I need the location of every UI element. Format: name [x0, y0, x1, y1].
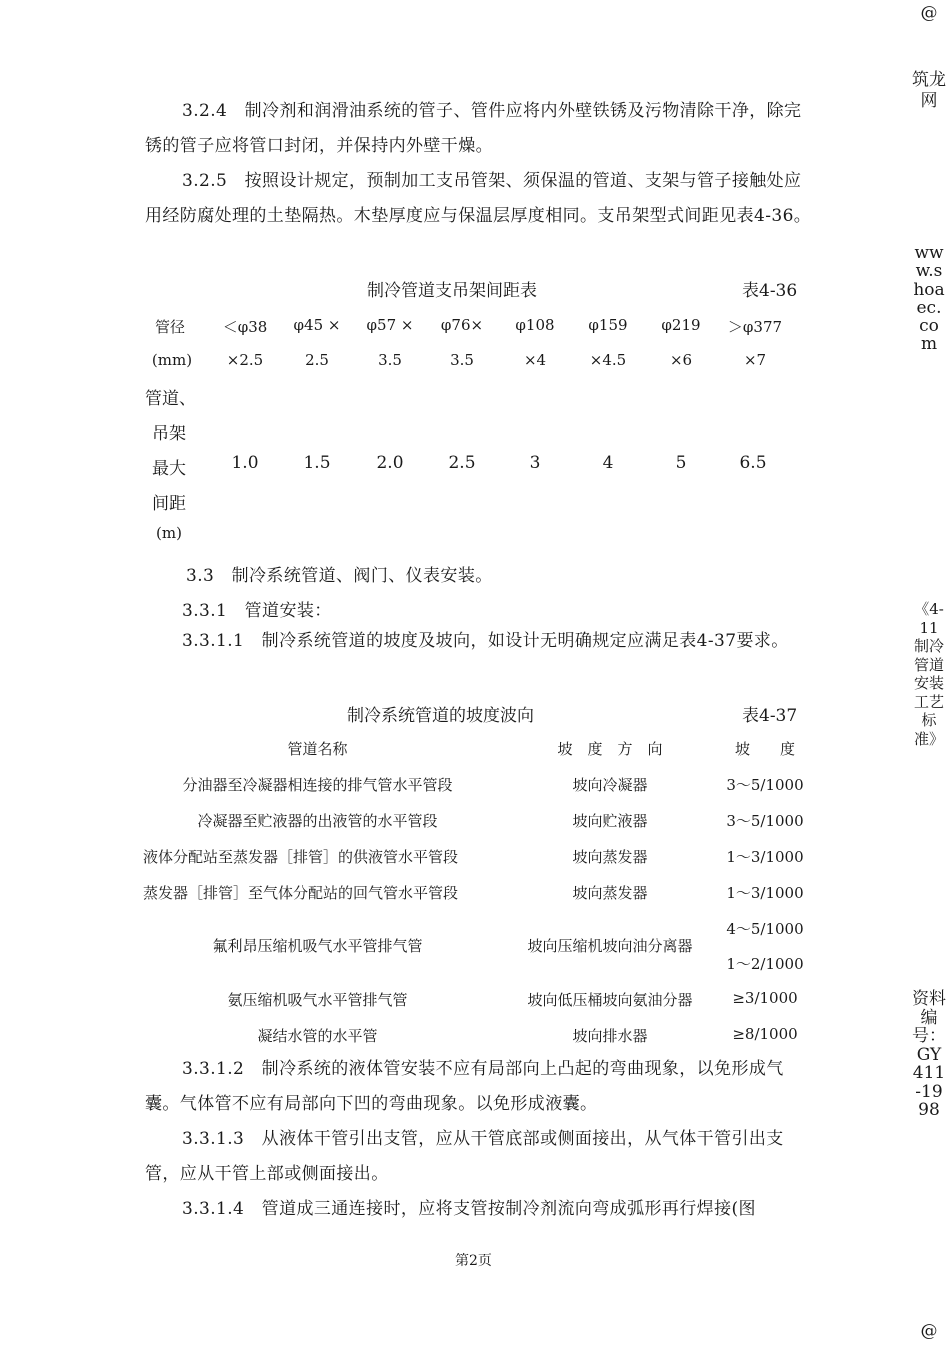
table-cell: 2.5: [448, 453, 476, 473]
table-cell: ＜φ38: [222, 318, 268, 336]
table-cell: 3.5: [378, 351, 402, 369]
table-cell: ×4: [523, 351, 547, 369]
paragraph-3-3-1-3: 3.3.1.3 从液体干管引出支管，应从干管底部或侧面接出，从气体干管引出支管，应从干管上部或侧面接出。: [145, 1129, 784, 1184]
row-label-line: (m): [156, 524, 182, 542]
table-cell: 坡向冷凝器: [572, 776, 648, 794]
table-cell: ≥3/1000: [732, 989, 798, 1007]
table-cell: 氟利昂压缩机吸气水平管排气管: [212, 937, 423, 955]
paragraph-3-2-4: 3.2.4 制冷剂和润滑油系统的管子、管件应将内外壁铁锈及污物清除干净，除完锈的管子应将管口封闭，并保持内外壁干燥。: [145, 101, 802, 156]
table-header-cell: 管道名称: [287, 740, 348, 758]
table-cell: ＞φ377: [727, 318, 783, 336]
paragraph-3-3-1-4: 3.3.1.4 管道成三通连接时，应将支管按制冷剂流向弯成弧形再行焊接(图: [182, 1199, 756, 1219]
table-cell: ≥8/1000: [732, 1025, 798, 1043]
table-cell: 3.5: [450, 351, 474, 369]
table-cell: φ57 ×: [366, 316, 414, 334]
table-36-number: 表4-36: [742, 281, 798, 301]
table-cell: 坡向贮液器: [572, 812, 648, 830]
page-number: 第2页: [455, 1253, 492, 1269]
paragraph-3-3-1-2: 3.3.1.2 制冷系统的液体管安装不应有局部向上凸起的弯曲现象，以免形成气囊。气体管不应有局部向下凹的弯曲现象。以免形成液囊。: [145, 1059, 784, 1114]
table-cell: 4～5/1000: [726, 920, 804, 938]
table-cell: 液体分配站至蒸发器［排管］的供液管水平管段: [143, 848, 459, 866]
sidebar-at-top: @: [920, 3, 938, 23]
table-header-cell: 坡 度: [734, 740, 795, 758]
section-heading-3-3: 3.3 制冷系统管道、阀门、仪表安装。: [186, 566, 493, 586]
table-cell: 2.0: [376, 453, 404, 473]
table-cell: φ45 ×: [293, 316, 341, 334]
table-cell: 坡向低压桶坡向氨油分器: [527, 991, 693, 1009]
table-37-number: 表4-37: [742, 706, 798, 726]
table-cell: φ76×: [440, 316, 484, 334]
table-cell: ×2.5: [226, 351, 264, 369]
sidebar-at-bottom: @: [920, 1321, 938, 1341]
table-cell: 坡向蒸发器: [572, 884, 648, 902]
table-cell: 坡向排水器: [572, 1027, 648, 1045]
table-cell: ×6: [669, 351, 693, 369]
table-cell: 分油器至冷凝器相连接的排气管水平管段: [182, 776, 453, 794]
sidebar-doc-title: 《4-11制冷管道安装工艺标准》: [913, 600, 944, 748]
table-cell: φ108: [515, 316, 555, 334]
paragraph-3-2-5: 3.2.5 按照设计规定，预制加工支吊管架、须保温的管道、支架与管子接触处应用经防腐处理的土垫隔热。木垫厚度应与保温层厚度相同。支吊架型式间距见表4-36。: [145, 171, 812, 226]
table-cell: ×7: [743, 351, 767, 369]
sidebar-brand: 筑龙网: [912, 70, 946, 111]
row-label-line: 最大: [152, 459, 186, 479]
table-header-cell: 坡 度 方 向: [557, 740, 663, 758]
table-cell: ×4.5: [589, 351, 627, 369]
table-cell: 1.5: [303, 453, 331, 473]
table-cell: 3～5/1000: [726, 812, 804, 830]
table-36-title: 制冷管道支吊架间距表: [367, 281, 537, 301]
paragraph-3-3-1-1: 3.3.1.1 制冷系统管道的坡度及坡向，如设计无明确规定应满足表4-37要求。: [182, 631, 789, 651]
table-cell: 4: [602, 453, 614, 473]
table-cell: 3～5/1000: [726, 776, 804, 794]
table-cell: 坡向蒸发器: [572, 848, 648, 866]
table-36-header-label: 管径: [154, 318, 185, 336]
table-cell: 1～2/1000: [726, 955, 804, 973]
table-36-header-unit: (mm): [151, 351, 193, 369]
table-cell: 凝结水管的水平管: [257, 1027, 378, 1045]
row-label-line: 管道、: [145, 389, 196, 409]
table-cell: 5: [675, 453, 687, 473]
table-cell: 1～3/1000: [726, 884, 804, 902]
table-cell: 1～3/1000: [726, 848, 804, 866]
table-cell: 氨压缩机吸气水平管排气管: [227, 991, 408, 1009]
table-cell: φ219: [661, 316, 701, 334]
row-label-line: 吊架: [152, 424, 186, 444]
table-cell: 3: [529, 453, 541, 473]
table-cell: 6.5: [739, 453, 767, 473]
table-cell: 坡向压缩机坡向油分离器: [527, 937, 693, 955]
sidebar-doc-code: 资料编号：GY411-1998: [912, 989, 946, 1120]
row-label-line: 间距: [152, 494, 186, 514]
table-cell: 1.0: [231, 453, 259, 473]
sidebar-url: www.shoaec.com: [913, 243, 945, 355]
table-cell: 冷凝器至贮液器的出液管的水平管段: [197, 812, 438, 830]
section-heading-3-3-1: 3.3.1 管道安装：: [182, 601, 332, 621]
table-cell: 蒸发器［排管］至气体分配站的回气管水平管段: [143, 884, 459, 902]
table-cell: φ159: [588, 316, 628, 334]
table-37-title: 制冷系统管道的坡度波向: [347, 706, 534, 726]
table-cell: 2.5: [305, 351, 329, 369]
